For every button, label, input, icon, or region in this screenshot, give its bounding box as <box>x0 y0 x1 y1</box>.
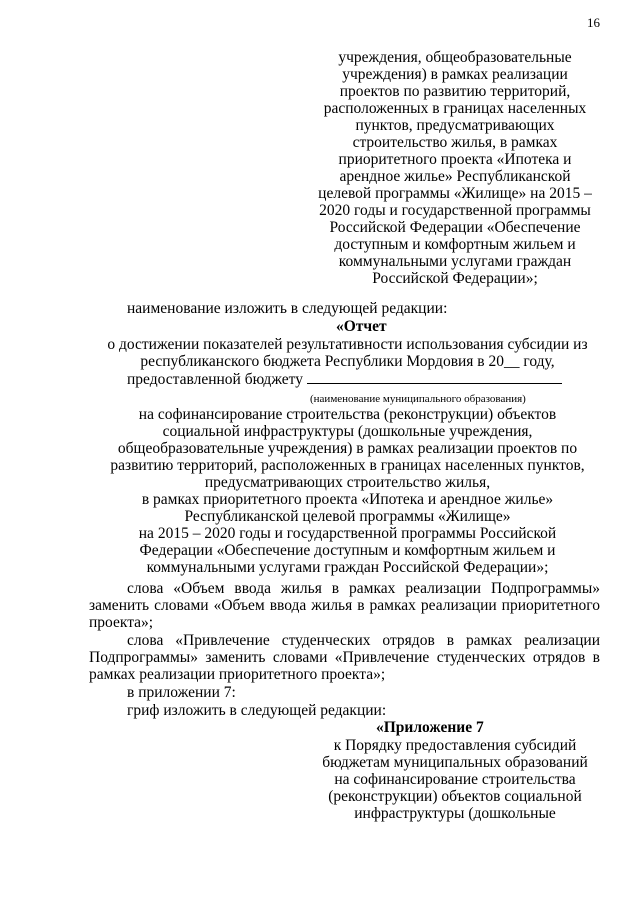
paragraph-text: слова «Привлечение студенческих отрядов в рамках реализации Подпрограммы» заменить словами «Привлечение студенческих отрядов в рамках реализации приоритетного проекта»; <box>89 632 600 683</box>
report-line: о достижении показателей результативности использования субсидии из <box>107 336 588 353</box>
top-line: учреждения) в рамках реализации <box>342 66 568 83</box>
instruction-appendix: в приложении 7: <box>127 684 236 701</box>
paragraph-replace-students <box>89 632 600 683</box>
appendix-title: «Приложение 7 <box>376 719 484 736</box>
top-line: приоритетного проекта «Ипотека и <box>338 151 572 168</box>
report-line: республиканского бюджета Республики Мордовия в 20__ году, <box>140 353 555 370</box>
top-line: 2020 годы и государственной программы <box>319 202 591 219</box>
appendix-line: бюджетам муниципальных образований <box>322 754 588 771</box>
page-number: 16 <box>587 15 600 30</box>
report-block <box>60 406 635 576</box>
report-block-line: социальной инфраструктуры (дошкольные учреждения, <box>162 423 533 440</box>
report-block-line: Республиканской целевой программы «Жилище» <box>184 508 511 525</box>
report-budget-label: предоставленной бюджету <box>127 371 303 388</box>
top-line: арендное жилье» Республиканской <box>339 168 571 185</box>
paragraph-replace-volume <box>89 580 600 631</box>
appendix-line: инфраструктуры (дошкольные <box>354 805 556 822</box>
report-block-line: Федерации «Обеспечение доступным и комфортным жильем и <box>139 542 556 559</box>
report-title: «Отчет <box>336 318 387 335</box>
report-heading <box>60 336 635 370</box>
report-block-line: предусматривающих строительство жилья, <box>204 474 491 491</box>
top-line: расположенных в границах населенных <box>323 100 587 117</box>
top-line: доступным и комфортным жильем и <box>334 236 576 253</box>
appendix-line: (реконструкции) объектов социальной <box>328 788 582 805</box>
top-line: целевой программы «Жилище» на 2015 – <box>318 185 592 202</box>
report-block-line: общеобразовательные учреждения) в рамках реализации проектов по <box>117 440 578 457</box>
report-block-line: коммунальными услугами граждан Российской Федерации»; <box>146 559 549 576</box>
report-block-line: развитию территорий, расположенных в границах населенных пунктов, <box>110 457 585 474</box>
appendix-line: к Порядку предоставления субсидий <box>333 737 577 754</box>
report-block-line: на софинансирование строительства (реконструкции) объектов <box>138 406 557 423</box>
instruction-stamp: гриф изложить в следующей редакции: <box>127 702 387 719</box>
report-block-line: на 2015 – 2020 годы и государственной программы Российской <box>138 525 557 542</box>
appendix-block <box>305 737 605 822</box>
report-caption: (наименование муниципального образования) <box>310 393 526 405</box>
municipality-blank <box>307 371 562 384</box>
top-line: Российской Федерации»; <box>372 270 538 287</box>
appendix-line: на софинансирование строительства <box>334 771 576 788</box>
report-budget-line <box>127 371 562 388</box>
top-block <box>305 49 605 287</box>
top-line: пунктов, предусматривающих <box>355 117 555 134</box>
report-block-line: в рамках приоритетного проекта «Ипотека и арендное жилье» <box>141 491 554 508</box>
top-line: строительство жилья, в рамках <box>352 134 558 151</box>
top-line: коммунальными услугами граждан <box>338 253 572 270</box>
top-line: Российской Федерации «Обеспечение <box>329 219 581 236</box>
paragraph-text: слова «Объем ввода жилья в рамках реализации Подпрограммы» заменить словами «Объем ввода жилья в рамках реализации приоритетного проекта»; <box>89 580 600 631</box>
top-line: проектов по развитию территорий, <box>339 83 571 100</box>
top-line: учреждения, общеобразовательные <box>338 49 572 66</box>
instruction-rename: наименование изложить в следующей редакции: <box>127 300 448 317</box>
